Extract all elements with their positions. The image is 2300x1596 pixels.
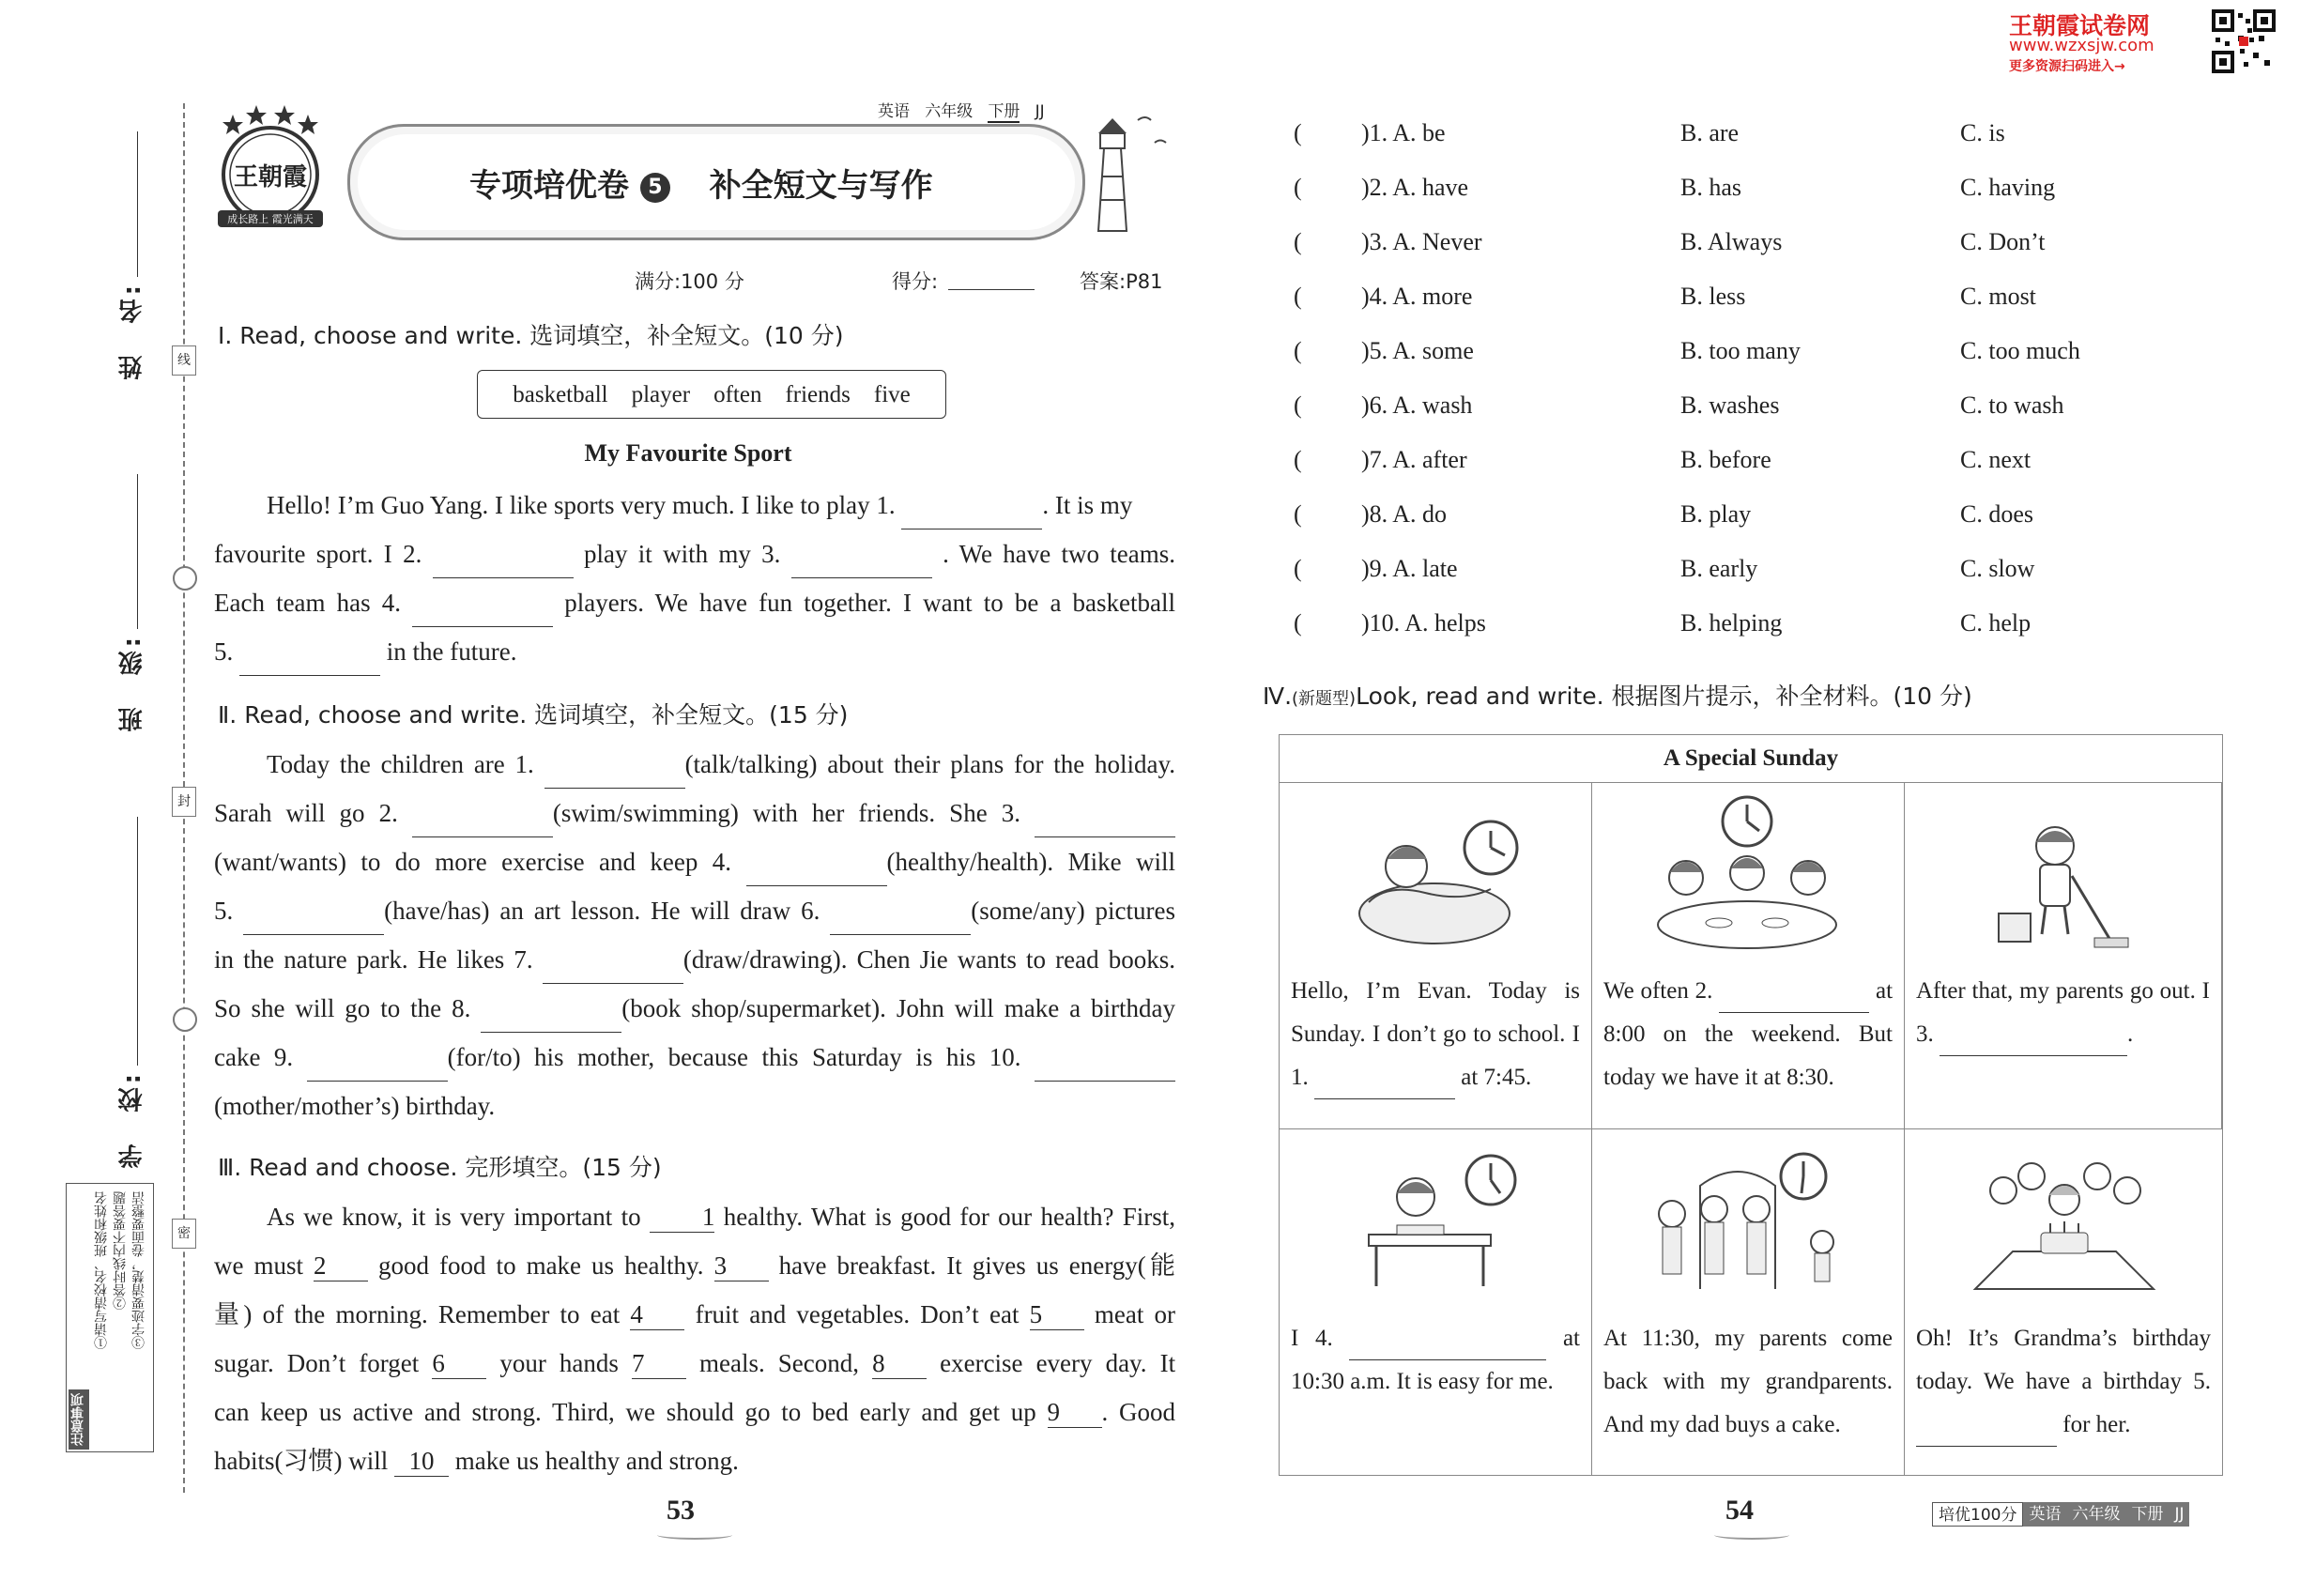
s2-blank-10[interactable] (1035, 1052, 1175, 1082)
story-cell-1 (1280, 782, 1592, 1129)
story-text-5: At 11:30, my parents come back with my grandparents. And my dad buys a cake. (1603, 1326, 1893, 1437)
table-title: A Special Sunday (1280, 735, 2222, 783)
choice-row (1294, 446, 2120, 483)
choice-row (1294, 391, 2120, 429)
story-text-6: Oh! It’s Grandma’s birthday today. We have a birthday 5. for her. (1916, 1317, 2211, 1447)
choice-option-c: C. too much (1960, 337, 2080, 364)
answer-bracket[interactable]: ( (1294, 500, 1302, 528)
choice-option-a: )9. A. late (1361, 555, 1458, 582)
choice-option-a: )4. A. more (1361, 283, 1473, 310)
answer-bracket[interactable]: ( (1294, 174, 1302, 201)
cloze-8: 8 (872, 1350, 927, 1379)
story-text-2: We often 2. at 8:00 on the weekend. But today we have it at 8:30. (1603, 978, 1894, 1090)
choice-option-c: C. does (1960, 500, 2033, 528)
name-field[interactable] (137, 131, 138, 277)
page-number-swoosh-left (657, 1530, 732, 1540)
cloze-5: 5 (1030, 1301, 1084, 1330)
section3-heading: Ⅲ. Read and choose. 完形填空。(15 分) (218, 1154, 662, 1181)
badge-grade: 六年级 (2066, 1502, 2125, 1527)
class-field[interactable] (137, 474, 138, 629)
answer-bracket[interactable]: ( (1294, 228, 1302, 255)
brand-site-name: 王朝霞试卷网 (2009, 12, 2151, 39)
s2-blank-6[interactable] (830, 906, 971, 935)
school-label: 学 校: (118, 1070, 146, 1169)
section2-heading: Ⅱ. Read, choose and write. 选词填空，补全短文。(15 分) (218, 701, 849, 729)
choice-option-b: B. washes (1680, 391, 1780, 419)
choice-option-c: C. next (1960, 446, 2032, 473)
cloze-2: 2 (314, 1252, 368, 1281)
choice-option-b: B. are (1680, 119, 1740, 146)
footer-badge (1932, 1502, 2189, 1527)
story-blank-1[interactable] (1314, 1073, 1455, 1100)
answer-bracket[interactable]: ( (1294, 555, 1302, 582)
name-label: 姓 名: (118, 282, 146, 380)
word-box (477, 370, 946, 419)
badge-volume: 下册 (2125, 1502, 2169, 1527)
story-text-4: I 4. at 10:30 a.m. It is easy for me. (1291, 1326, 1580, 1394)
cloze-1: 1 (650, 1204, 715, 1233)
answer-bracket[interactable]: ( (1294, 283, 1302, 310)
cloze-3: 3 (714, 1252, 769, 1281)
page-title (469, 160, 933, 206)
brand-promo: 更多资源扫码进入→ (2009, 59, 2125, 74)
family-breakfast-picture (1644, 793, 1850, 953)
answer-bracket[interactable]: ( (1294, 391, 1302, 419)
page-number-left: 53 (667, 1495, 695, 1526)
story-table (1279, 734, 2223, 1476)
boy-mopping-picture (1989, 820, 2130, 960)
s2-blank-2[interactable] (412, 808, 553, 837)
cloze-7: 7 (632, 1350, 686, 1379)
story-cell-5 (1592, 1129, 1905, 1475)
binding-hole-2 (173, 1007, 197, 1032)
s2-blank-8[interactable] (481, 1004, 621, 1033)
section2-passage: Today the children are 1. (talk/talking) about their plans for the holiday. Sarah will go 2. (swim/swimming) with her friends. She 3. (want/wants) to do more exercise and keep 4. (healthy/health). Mike will 5. (have/has) an art lesson. He will draw 6. (some/any) pictures in the nature park. He likes 7. (draw/drawing). Chen Jie wants to read books. So she will go to the 8. (book shop/supermarket). John will make a birthday cake 9. (for/to) his mother, because this Saturday is his 10. (mother/mother’s) birthday. (214, 750, 1176, 1120)
choice-row (1294, 283, 2120, 320)
cloze-9: 9 (1048, 1399, 1102, 1428)
score-label: 得分: (892, 270, 939, 293)
s1-blank-1[interactable] (901, 500, 1042, 529)
choice-option-c: C. most (1960, 283, 2036, 310)
section4-heading (1263, 678, 1972, 712)
page-number-swoosh-right (1714, 1530, 1789, 1540)
story-blank-2[interactable] (1719, 987, 1869, 1014)
subject-tags (878, 98, 1045, 121)
story-cell-3 (1905, 782, 2222, 1129)
answer-bracket[interactable]: ( (1294, 119, 1302, 146)
qr-code-icon[interactable] (2212, 9, 2276, 73)
section1-passage: Hello! I’m Guo Yang. I like sports very much. I like to play 1. . It is my favourite sport. I 2. play it with my 3. . We have two teams. Each team has 4. players. We have fun together. I want to be a basketball 5. in the future. (214, 481, 1175, 676)
logo-name: 王朝霞 (233, 163, 307, 192)
choice-option-a: )5. A. some (1361, 337, 1474, 364)
story-cell-2 (1592, 782, 1905, 1129)
answer-bracket[interactable]: ( (1294, 609, 1302, 637)
title-text: 专项培优卷 (469, 167, 629, 205)
choice-option-b: B. too many (1680, 337, 1801, 364)
cloze-4: 4 (630, 1301, 684, 1330)
s1-blank-4[interactable] (412, 598, 553, 627)
choice-row (1294, 337, 2120, 375)
choice-option-a: )1. A. be (1361, 119, 1446, 146)
sleeping-boy-picture (1350, 801, 1528, 951)
boy-homework-picture (1350, 1150, 1528, 1291)
binding-hole-1 (173, 566, 197, 591)
s2-blank-4[interactable] (746, 857, 887, 886)
story-blank-5[interactable] (1916, 1420, 2057, 1448)
choice-option-c: C. Don’t (1960, 228, 2046, 255)
choice-row (1294, 500, 2120, 538)
class-label: 班 级: (118, 634, 146, 732)
story-blank-4[interactable] (1349, 1334, 1546, 1361)
notice-box (66, 1183, 154, 1452)
logo-badge (205, 101, 336, 233)
answer-bracket[interactable]: ( (1294, 446, 1302, 473)
cloze-6: 6 (432, 1350, 486, 1379)
choice-option-a: )2. A. have (1361, 174, 1469, 201)
full-score: 满分:100 分 (635, 270, 744, 293)
grandparents-visit-picture (1644, 1148, 1850, 1298)
choice-option-a: )6. A. wash (1361, 391, 1473, 419)
choice-option-a: )10. A. helps (1361, 609, 1486, 637)
choice-option-c: C. help (1960, 609, 2032, 637)
word-player: player (631, 382, 691, 407)
seal-char-1: 线 (172, 345, 196, 376)
section4-num: Ⅳ. (1263, 683, 1293, 710)
story-cell-6 (1905, 1129, 2222, 1475)
choice-option-b: B. helping (1680, 609, 1783, 637)
score-field[interactable] (948, 289, 1035, 290)
s1-blank-5[interactable] (239, 647, 380, 676)
title-subtitle: 补全短文与写作 (709, 167, 933, 205)
word-often: often (713, 382, 762, 407)
seal-char-3: 密 (172, 1219, 196, 1249)
s2-blank-9[interactable] (307, 1052, 448, 1082)
word-basketball: basketball (513, 382, 608, 407)
s2-blank-5[interactable] (243, 906, 384, 935)
answer-ref: 答案:P81 (1080, 270, 1163, 293)
notice-title: 注意事项 (69, 1389, 89, 1450)
choice-option-c: C. is (1960, 119, 2005, 146)
choice-option-a: )8. A. do (1361, 500, 1447, 528)
badge-edition: JJ (2169, 1502, 2189, 1527)
subject: 英语 (878, 102, 910, 121)
s2-blank-1[interactable] (544, 760, 685, 789)
s1-blank-3[interactable] (791, 549, 932, 578)
passage-title: My Favourite Sport (584, 439, 792, 467)
choice-option-b: B. before (1680, 446, 1771, 473)
brand-url: www.wzxsjw.com (2009, 36, 2154, 55)
choice-row (1294, 228, 2120, 266)
edition: JJ (1035, 102, 1045, 121)
seal-char-2: 封 (172, 787, 196, 817)
story-text-3: After that, my parents go out. I 3. . (1916, 970, 2210, 1056)
badge-subject: 英语 (2023, 1502, 2066, 1527)
choice-row (1294, 609, 2120, 647)
page-number-right: 54 (1725, 1495, 1754, 1526)
answer-bracket[interactable]: ( (1294, 337, 1302, 364)
section3-passage: As we know, it is very important to 1 healthy. What is good for our health? First, we must 2 good food to make us healthy. 3 have breakfast. It gives us energy(能 量) of the morning. Remember to eat 4 fruit and vegetables. Don’t eat 5 meat or sugar. Don’t forget 6 your hands 7 meals. Second, 8 exercise every day. It can keep us active and strong. Third, we should go to bed early and get up 9 . Good habits(习惯) will 10 make us healthy and strong. (214, 1203, 1176, 1475)
choice-option-a: )7. A. after (1361, 446, 1467, 473)
word-five: five (873, 382, 911, 407)
birthday-party-picture (1956, 1148, 2172, 1298)
story-blank-3[interactable] (1940, 1030, 2127, 1057)
cloze-10: 10 (394, 1448, 449, 1477)
notice-item-3: ③字迹要清楚，卷面要整洁 (132, 1191, 146, 1349)
badge-series: 培优100分 (1932, 1502, 2023, 1527)
choice-option-b: B. has (1680, 174, 1741, 201)
choice-option-b: B. early (1680, 555, 1758, 582)
notice-item-2: ②答时线内不要答题 (114, 1191, 128, 1310)
choice-row (1294, 119, 2120, 157)
title-number: 5 (640, 173, 670, 203)
choice-option-b: B. Always (1680, 228, 1783, 255)
school-field[interactable] (137, 817, 138, 1066)
s1-blank-2[interactable] (433, 549, 574, 578)
story-text-1: Hello, I’m Evan. Today is Sunday. I don’t go to school. I 1. at 7:45. (1291, 970, 1580, 1099)
choice-option-b: B. less (1680, 283, 1746, 310)
choice-option-c: C. slow (1960, 555, 2035, 582)
grade: 六年级 (925, 102, 974, 121)
lighthouse-icon (1080, 101, 1173, 233)
choice-row (1294, 555, 2120, 592)
section4-text: Look, read and write. 根据图片提示，补全材料。(10 分) (1356, 683, 1972, 710)
choice-option-b: B. play (1680, 500, 1752, 528)
volume: 下册 (988, 102, 1020, 121)
s2-blank-3[interactable] (1035, 808, 1175, 837)
logo-ribbon: 成长路上 霞光满天 (227, 213, 314, 225)
choice-row (1294, 174, 2120, 211)
choice-option-c: C. having (1960, 174, 2056, 201)
choice-option-c: C. to wash (1960, 391, 2064, 419)
word-friends: friends (785, 382, 851, 407)
s2-blank-7[interactable] (543, 955, 683, 984)
story-cell-4 (1280, 1129, 1592, 1475)
section4-tag: (新题型) (1292, 689, 1357, 709)
section1-heading: Ⅰ. Read, choose and write. 选词填空，补全短文。(10 分) (218, 322, 844, 349)
choice-option-a: )3. A. Never (1361, 228, 1482, 255)
notice-item-1: ①请写清校名、班级和姓名 (95, 1191, 109, 1349)
